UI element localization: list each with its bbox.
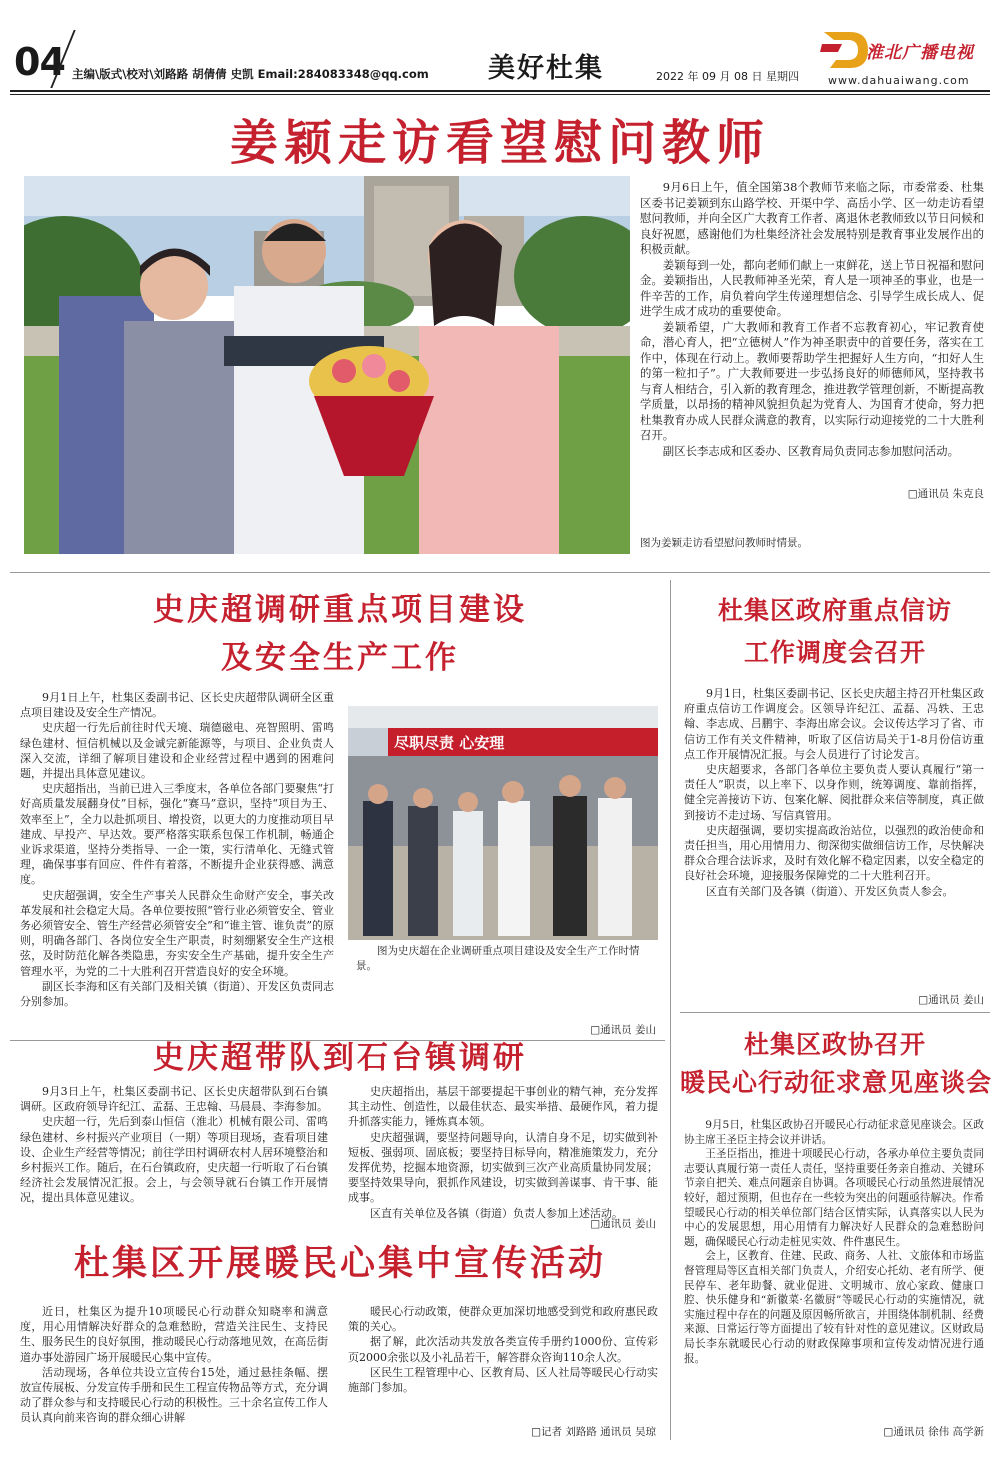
article3-headline-line2: 工作调度会召开 [743, 638, 926, 667]
article3-byline: □通讯员 姜山 [918, 994, 984, 1006]
article1-photo [24, 176, 630, 554]
article4-paragraph: 9月3日上午，杜集区委副书记、区长史庆超带队到石台镇调研。区政府领导许纪江、孟磊、王忠翰、马晨晨、李海参加。 [20, 1085, 328, 1114]
article6-headline: 杜集区开展暖民心集中宣传活动 [73, 1244, 606, 1284]
article2-paragraph: 史庆超指出，当前已进入三季度末，各单位各部门要聚焦“打好高质量发展翻身仗”目标，强化“赛马”意识，坚持“项目为王、效率至上”，全力以赴抓项目、增投资，以更大的力度推动项目早建成、早投产、早达效。要严格落实联系包保工作机制，畅通企业诉求渠道，坚持分类指导、一企一策，实行清单化、无缝式管理，确保事事有回应、件件有着落，不断提升企业获得感、满意度。 [20, 782, 334, 887]
article4-paragraph: 史庆超一行，先后到泰山恒信（淮北）机械有限公司、雷鸣绿色建材、乡村振兴产业项目（一期）等项目现场，查看项目建设、企业生产经营等情况；前往学田村调研农村人居环境整治和乡村振兴工作。随后，在石台镇政府，史庆超一行听取了石台镇经济社会发展情况汇报。会上，与会领导就石台镇工作开展情况，提出具体意见建议。 [20, 1115, 328, 1205]
article3-headline-line1: 杜集区政府重点信访 [717, 596, 952, 625]
article6-paragraph: 据了解，此次活动共发放各类宣传手册约1000份、宣传彩页2000余张以及小礼品若干，解答群众咨询110余人次。 [348, 1335, 658, 1364]
station-logo-text: 淮北广播电视 [866, 43, 974, 63]
article2-paragraph: 史庆超一行先后前往时代天境、瑞德磁电、亮智照明、雷鸣绿色建材、恒信机械以及金诚完新能源等，与项目、企业负责人深入交流，详细了解项目建设和企业经营过程中遇到的困难问题，并提出具体意见建议。 [20, 721, 334, 781]
article2-photo [348, 706, 658, 940]
article3-paragraph: 史庆超强调，要切实提高政治站位，以强烈的政治使命和责任担当，用心用情用力、彻深彻实做细信访工作，尽快解决群众合理合法诉求，及时有效化解不稳定因素，以安全稳定的良好社会环境，迎接服务保障党的二十大胜利召开。 [684, 823, 984, 883]
article1-paragraph: 9月6日上午，值全国第38个教师节来临之际，市委常委、杜集区委书记姜颖到东山路学校、开渠中学、高岳小学、区一幼走访看望慰问教师，并向全区广大教育工作者、离退休老教师致以节日问候和良好祝愿，感谢他们为杜集经济社会发展特别是教育事业发展作出的积极贡献。 [640, 180, 984, 256]
article6-col1 [20, 1304, 328, 1426]
article6-byline: □记者 刘路路 通讯员 吴琼 [531, 1426, 656, 1438]
article1-caption: 图为姜颖走访看望慰问教师时情景。 [640, 537, 808, 549]
article2-paragraph: 史庆超强调，安全生产事关人民群众生命财产安全，事关改革发展和社会稳定大局。各单位要按照“管行业必须管安全、管业务必须管安全、管生产经营必须管安全”和“谁主管、谁负责”的原则，明确各部门、各岗位安全生产职责，时刻绷紧安全生产这根弦，及时防范化解各类隐患，夯实安全生产基础，提升安全生产管理水平，为党的二十大胜利召开营造良好的安全环境。 [20, 888, 334, 978]
article5-headline-line1: 杜集区政协召开 [743, 1030, 926, 1059]
article4-paragraph: 史庆超强调，要坚持问题导向，认清自身不足，切实做到补短板、强弱项、固底板；要坚持目标导向，精准施策发力，充分发挥优势，挖掘本地资源，切实做到三次产业高质量协同发展；要坚持效果导向，狠抓作风建设，切实做到善谋事、肯干事、能成事。 [348, 1130, 658, 1205]
article6-paragraph: 近日，杜集区为提升10项暖民心行动群众知晓率和满意度，用心用情解决好群众的急难愁盼，营造关注民生、支持民生、服务民生的良好氛围，推动暖民心行动落地见效，在高岳街道办事处游园广场开展暖民心集中宣传。 [20, 1305, 328, 1364]
photo-banner-text: 尽职尽责 心安理 [394, 734, 505, 752]
article3-paragraph: 史庆超要求，各部门各单位主要负责人要认真履行“第一责任人”职责，以上率下、以身作则，统筹调度、靠前指挥，健全完善接访下访、包案化解、阅批群众来信等制度，真正做到接访不走过场、写信真管用。 [684, 763, 984, 822]
article4-headline: 史庆超带队到石台镇调研 [153, 1040, 527, 1076]
article4-col2 [348, 1084, 658, 1221]
editors-line: 主编\版式\校对\刘路路 胡倩倩 史凯 Email:284083348@qq.com [72, 67, 429, 81]
article1-paragraph: 副区长李志成和区委办、区教育局负责同志参加慰问活动。 [662, 443, 959, 458]
article1-paragraph: 姜颖希望，广大教师和教育工作者不忘教育初心，牢记教育使命，潜心育人，把“立德树人”作为神圣职责中的首要任务，落实在工作中，体现在行动上。教师要帮助学生把握好人生方向，“扣好人生的第一粒扣子”。广大教师要进一步弘扬良好的师德师风，坚持教书与育人相结合，引入新的教育理念，推进教学管理创新，不断提高教学质量，以昂扬的精神风貌担负起为党育人、为国育才使命，努力把杜集教育办成人民群众满意的教育，以实际行动迎接党的二十大胜利召开。 [640, 319, 984, 442]
article4-paragraph: 史庆超指出，基层干部要提起干事创业的精气神，充分发挥其主动性、创造性，以最佳状态、最实举措、最硬作风，着力提升抓落实能力，锤炼真本领。 [348, 1085, 658, 1129]
article3-body [684, 686, 984, 899]
article2-paragraph: 副区长李海和区有关部门及相关镇（街道）、开发区负责同志分别参加。 [20, 979, 334, 1009]
article4-byline: □通讯员 姜山 [590, 1218, 656, 1230]
article2-headline-line2: 及安全生产工作 [221, 640, 459, 676]
article5-byline: □通讯员 徐伟 高学新 [883, 1426, 984, 1438]
page-number: 04 [14, 40, 65, 84]
column-divider [670, 580, 671, 1440]
article2-paragraph: 9月1日上午，杜集区委副书记、区长史庆超带队调研全区重点项目建设及安全生产情况。 [20, 691, 334, 720]
article4-col1 [20, 1084, 328, 1206]
section-divider [680, 1012, 990, 1013]
article1-paragraph: 姜颖每到一处，都向老师们献上一束鲜花，送上节日祝福和慰问金。姜颖指出，人民教师神圣光荣，育人是一项神圣的事业，也是一件辛苦的工作，肩负着向学生传递理想信念、引导学生成长成人、促进学生成才成功的重要使命。 [640, 257, 984, 318]
article6-paragraph: 暖民心行动政策，使群众更加深切地感受到党和政府惠民政策的关心。 [348, 1305, 658, 1334]
article3-paragraph: 9月1日，杜集区委副书记、区长史庆超主持召开杜集区政府重点信访工作调度会。区领导许纪江、孟磊、冯轶、王忠翰、李志成、吕鹏宇、李海出席会议。会议传达学习了省、市信访工作有关文件精神，听取了区信访局关于1-8月份信访重点工作开展情况汇报。与会人员进行了讨论发言。 [684, 687, 984, 761]
article6-paragraph: 活动现场，各单位共设立宣传台15处，通过悬挂条幅、摆放宣传展板、分发宣传手册和民生工程宣传物品等方式，充分调动了群众参与和支持暖民心行动的积极性。三十余名宣传工作人员认真向前来咨询的群众细心讲解 [20, 1365, 328, 1425]
article1-body [640, 180, 984, 459]
article5-paragraph: 会上，区教育、住建、民政、商务、人社、文旅体和市场监督管理局等区直相关部门负责人，介绍安心托幼、老有所学、便民停车、老年助餐、就业促进、文明城市、放心家政、健康口腔、快乐健身和“新徽菜·名徽厨”等暖民心行动的实施情况，就实施过程中存在的问题及原因畅所欲言，并围绕体制机制、经费来源、日常运行等方面提出了较有针对性的意见建议。区财政局局长李东就暖民心行动的财政保障事项和宣传发动情况进行通报。 [684, 1250, 984, 1365]
article5-body [684, 1118, 984, 1366]
section-divider [10, 572, 990, 573]
section-title: 美好杜集 [488, 53, 604, 84]
site-url[interactable]: www.dahuaiwang.com [828, 74, 970, 87]
issue-date: 2022 年 09 月 08 日 星期四 [656, 70, 799, 83]
article6-paragraph: 区民生工程管理中心、区教育局、区人社局等暖民心行动实施部门参加。 [348, 1365, 658, 1395]
article6-col2 [348, 1304, 658, 1395]
article2-body [20, 690, 334, 1009]
article5-paragraph: 9月5日，杜集区政协召开暖民心行动征求意见座谈会。区政协主席王圣臣主持会议并讲话。 [684, 1119, 984, 1146]
article2-byline: □通讯员 姜山 [590, 1024, 656, 1036]
masthead-rule-thin [10, 94, 990, 95]
article2-caption: 图为史庆超在企业调研重点项目建设及安全生产工作时情景。 [356, 945, 640, 972]
article2-headline-line1: 史庆超调研重点项目建设 [153, 592, 527, 628]
article1-headline: 姜颖走访看望慰问教师 [229, 115, 770, 171]
article4-paragraph: 区直有关单位及各镇（街道）负责人参加上述活动。 [370, 1206, 623, 1220]
article5-headline-line2: 暖民心行动征求意见座谈会 [680, 1068, 993, 1097]
article1-byline: □通讯员 朱克良 [907, 488, 984, 500]
article5-paragraph: 王圣臣指出，推进十项暖民心行动，各承办单位主要负责同志要认真履行第一责任人责任，坚持重要任务亲自推动、关键环节亲自把关、难点问题亲自协调。各项暖民心行动虽然进展情况较好，超过预期，但也存在一些较为突出的问题亟待解决。作希望暖民心行动的相关单位部门结合区情实际，认真落实以人民为中心的发展思想，用心用情有力解决好人民群众的急难愁盼问题，确保暖民心行动走桩见实效、件件惠民生。 [684, 1148, 984, 1248]
masthead-rule [10, 90, 990, 92]
article3-paragraph: 区直有关部门及各镇（街道）、开发区负责人参会。 [706, 884, 954, 898]
